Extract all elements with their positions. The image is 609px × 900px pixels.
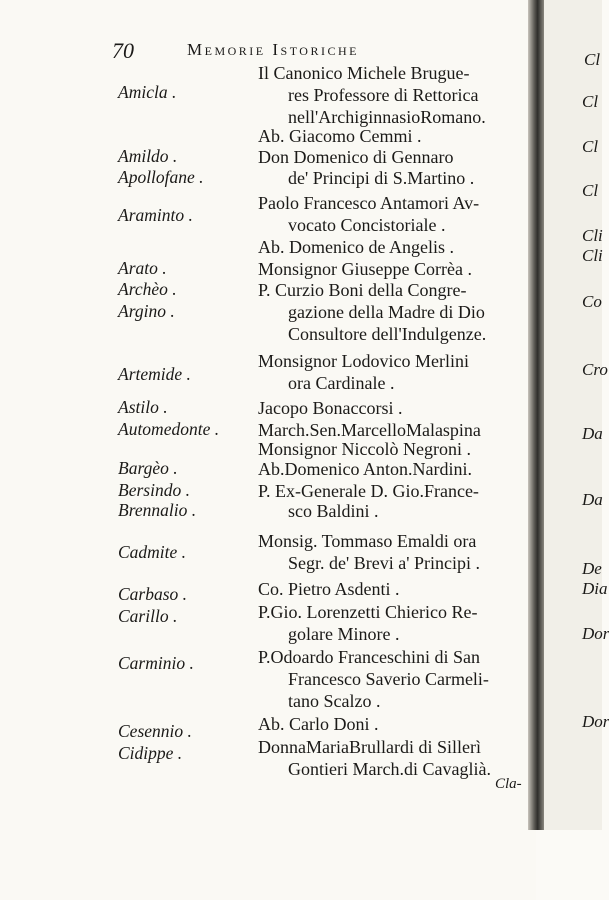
arcadian-name: Carillo .: [118, 606, 178, 626]
arcadian-name: Amicla .: [118, 82, 177, 102]
member-description: [258, 236, 528, 258]
facing-fragment: Cl: [582, 92, 599, 111]
arcadian-name: Automedonte .: [118, 419, 220, 439]
member-description: [258, 480, 528, 502]
facing-page: [544, 0, 609, 830]
description-line: de' Principi di S.Martino .: [288, 168, 475, 188]
member-description: [258, 530, 528, 574]
description-line: Ab.Domenico Anton.Nardini.: [258, 459, 472, 479]
facing-fragment: Dor: [582, 624, 609, 643]
member-description: [258, 192, 528, 236]
description-line: ora Cardinale .: [288, 373, 395, 393]
description-line: Monsignor Giuseppe Corrèa .: [258, 259, 472, 279]
facing-fragment: Da: [582, 490, 603, 509]
description-line: golare Minore .: [288, 624, 400, 644]
description-line: Paolo Francesco Antamori Av-: [258, 193, 480, 213]
arcadian-name: Amildo .: [118, 146, 178, 166]
facing-fragment: Co: [582, 292, 602, 311]
facing-fragment: Cli: [582, 246, 603, 265]
arcadian-name: Cidippe .: [118, 743, 183, 763]
description-line: Ab. Carlo Doni .: [258, 714, 379, 734]
member-description: [258, 301, 528, 345]
description-line: Gontieri March.di Cavaglià.: [288, 759, 491, 779]
member-description: [258, 397, 528, 419]
description-line: Jacopo Bonaccorsi .: [258, 398, 403, 418]
member-description: [258, 125, 528, 147]
description-line: P. Ex-Generale D. Gio.France-: [258, 481, 479, 501]
description-line: Monsignor Niccolò Negroni .: [258, 439, 471, 459]
member-description: [258, 350, 528, 394]
facing-fragment: Da: [582, 424, 603, 443]
arcadian-name: Bersindo .: [118, 480, 190, 500]
arcadian-name: Astilo .: [118, 397, 168, 417]
description-line: Ab. Giacomo Cemmi .: [258, 126, 422, 146]
member-description: [258, 500, 528, 522]
member-description: [258, 601, 528, 645]
arcadian-name: Apollofane .: [118, 167, 204, 187]
description-line: DonnaMariaBrullardi di Sillerì: [258, 737, 481, 757]
description-line: nell'ArchiginnasioRomano.: [288, 107, 486, 127]
member-description: [258, 279, 528, 301]
member-description: [258, 646, 528, 712]
page-number: 70: [112, 38, 134, 63]
description-line: tano Scalzo .: [288, 691, 381, 711]
description-line: gazione della Madre di Dio: [288, 302, 485, 322]
arcadian-name: Cadmite .: [118, 542, 187, 562]
facing-fragment: De: [582, 559, 602, 578]
arcadian-name: Arato .: [118, 258, 167, 278]
arcadian-name: Argino .: [118, 301, 175, 321]
catchword: Cla-: [495, 776, 522, 792]
running-head: Memorie Istoriche: [187, 40, 359, 59]
description-line: Segr. de' Brevi a' Principi .: [288, 553, 480, 573]
description-line: Consultore dell'Indulgenze.: [288, 324, 487, 344]
description-line: res Professore di Rettorica: [288, 85, 479, 105]
facing-fragment: Dia: [582, 579, 608, 598]
facing-fragment: Cl: [582, 181, 599, 200]
facing-fragment: Cl: [584, 50, 601, 69]
member-description: [258, 62, 528, 128]
description-line: P. Curzio Boni della Congre-: [258, 280, 467, 300]
member-description: [258, 736, 528, 780]
description-line: P.Gio. Lorenzetti Chierico Re-: [258, 602, 478, 622]
description-line: Monsignor Lodovico Merlini: [258, 351, 469, 371]
arcadian-name: Araminto .: [118, 205, 193, 225]
arcadian-name: Artemide .: [118, 364, 191, 384]
member-description: [258, 438, 528, 460]
member-description: [258, 146, 528, 168]
member-description: [258, 713, 528, 735]
arcadian-name: Carminio .: [118, 653, 194, 673]
description-line: Don Domenico di Gennaro: [258, 147, 454, 167]
arcadian-name: Brennalio .: [118, 500, 197, 520]
member-description: [258, 258, 528, 280]
facing-fragment: Cl: [582, 137, 599, 156]
member-description: [258, 167, 528, 189]
description-line: vocato Concistoriale .: [288, 215, 446, 235]
description-line: Monsig. Tommaso Emaldi ora: [258, 531, 477, 551]
arcadian-name: Cesennio .: [118, 721, 192, 741]
facing-fragment: Cro: [582, 360, 608, 379]
arcadian-name: Bargèo .: [118, 458, 178, 478]
member-description: [258, 578, 528, 600]
description-line: March.Sen.MarcelloMalaspina: [258, 420, 481, 440]
description-line: P.Odoardo Franceschini di San: [258, 647, 480, 667]
arcadian-name: Carbaso .: [118, 584, 188, 604]
description-line: Co. Pietro Asdenti .: [258, 579, 400, 599]
facing-fragment: Dor: [582, 712, 609, 731]
book-gutter: [528, 0, 544, 830]
description-line: Francesco Saverio Carmeli-: [288, 669, 489, 689]
description-line: sco Baldini .: [288, 501, 379, 521]
description-line: Ab. Domenico de Angelis .: [258, 237, 454, 257]
facing-fragment: Cli: [582, 226, 603, 245]
description-line: Il Canonico Michele Brugue-: [258, 63, 470, 83]
member-description: [258, 458, 528, 480]
arcadian-name: Archèo .: [118, 279, 177, 299]
